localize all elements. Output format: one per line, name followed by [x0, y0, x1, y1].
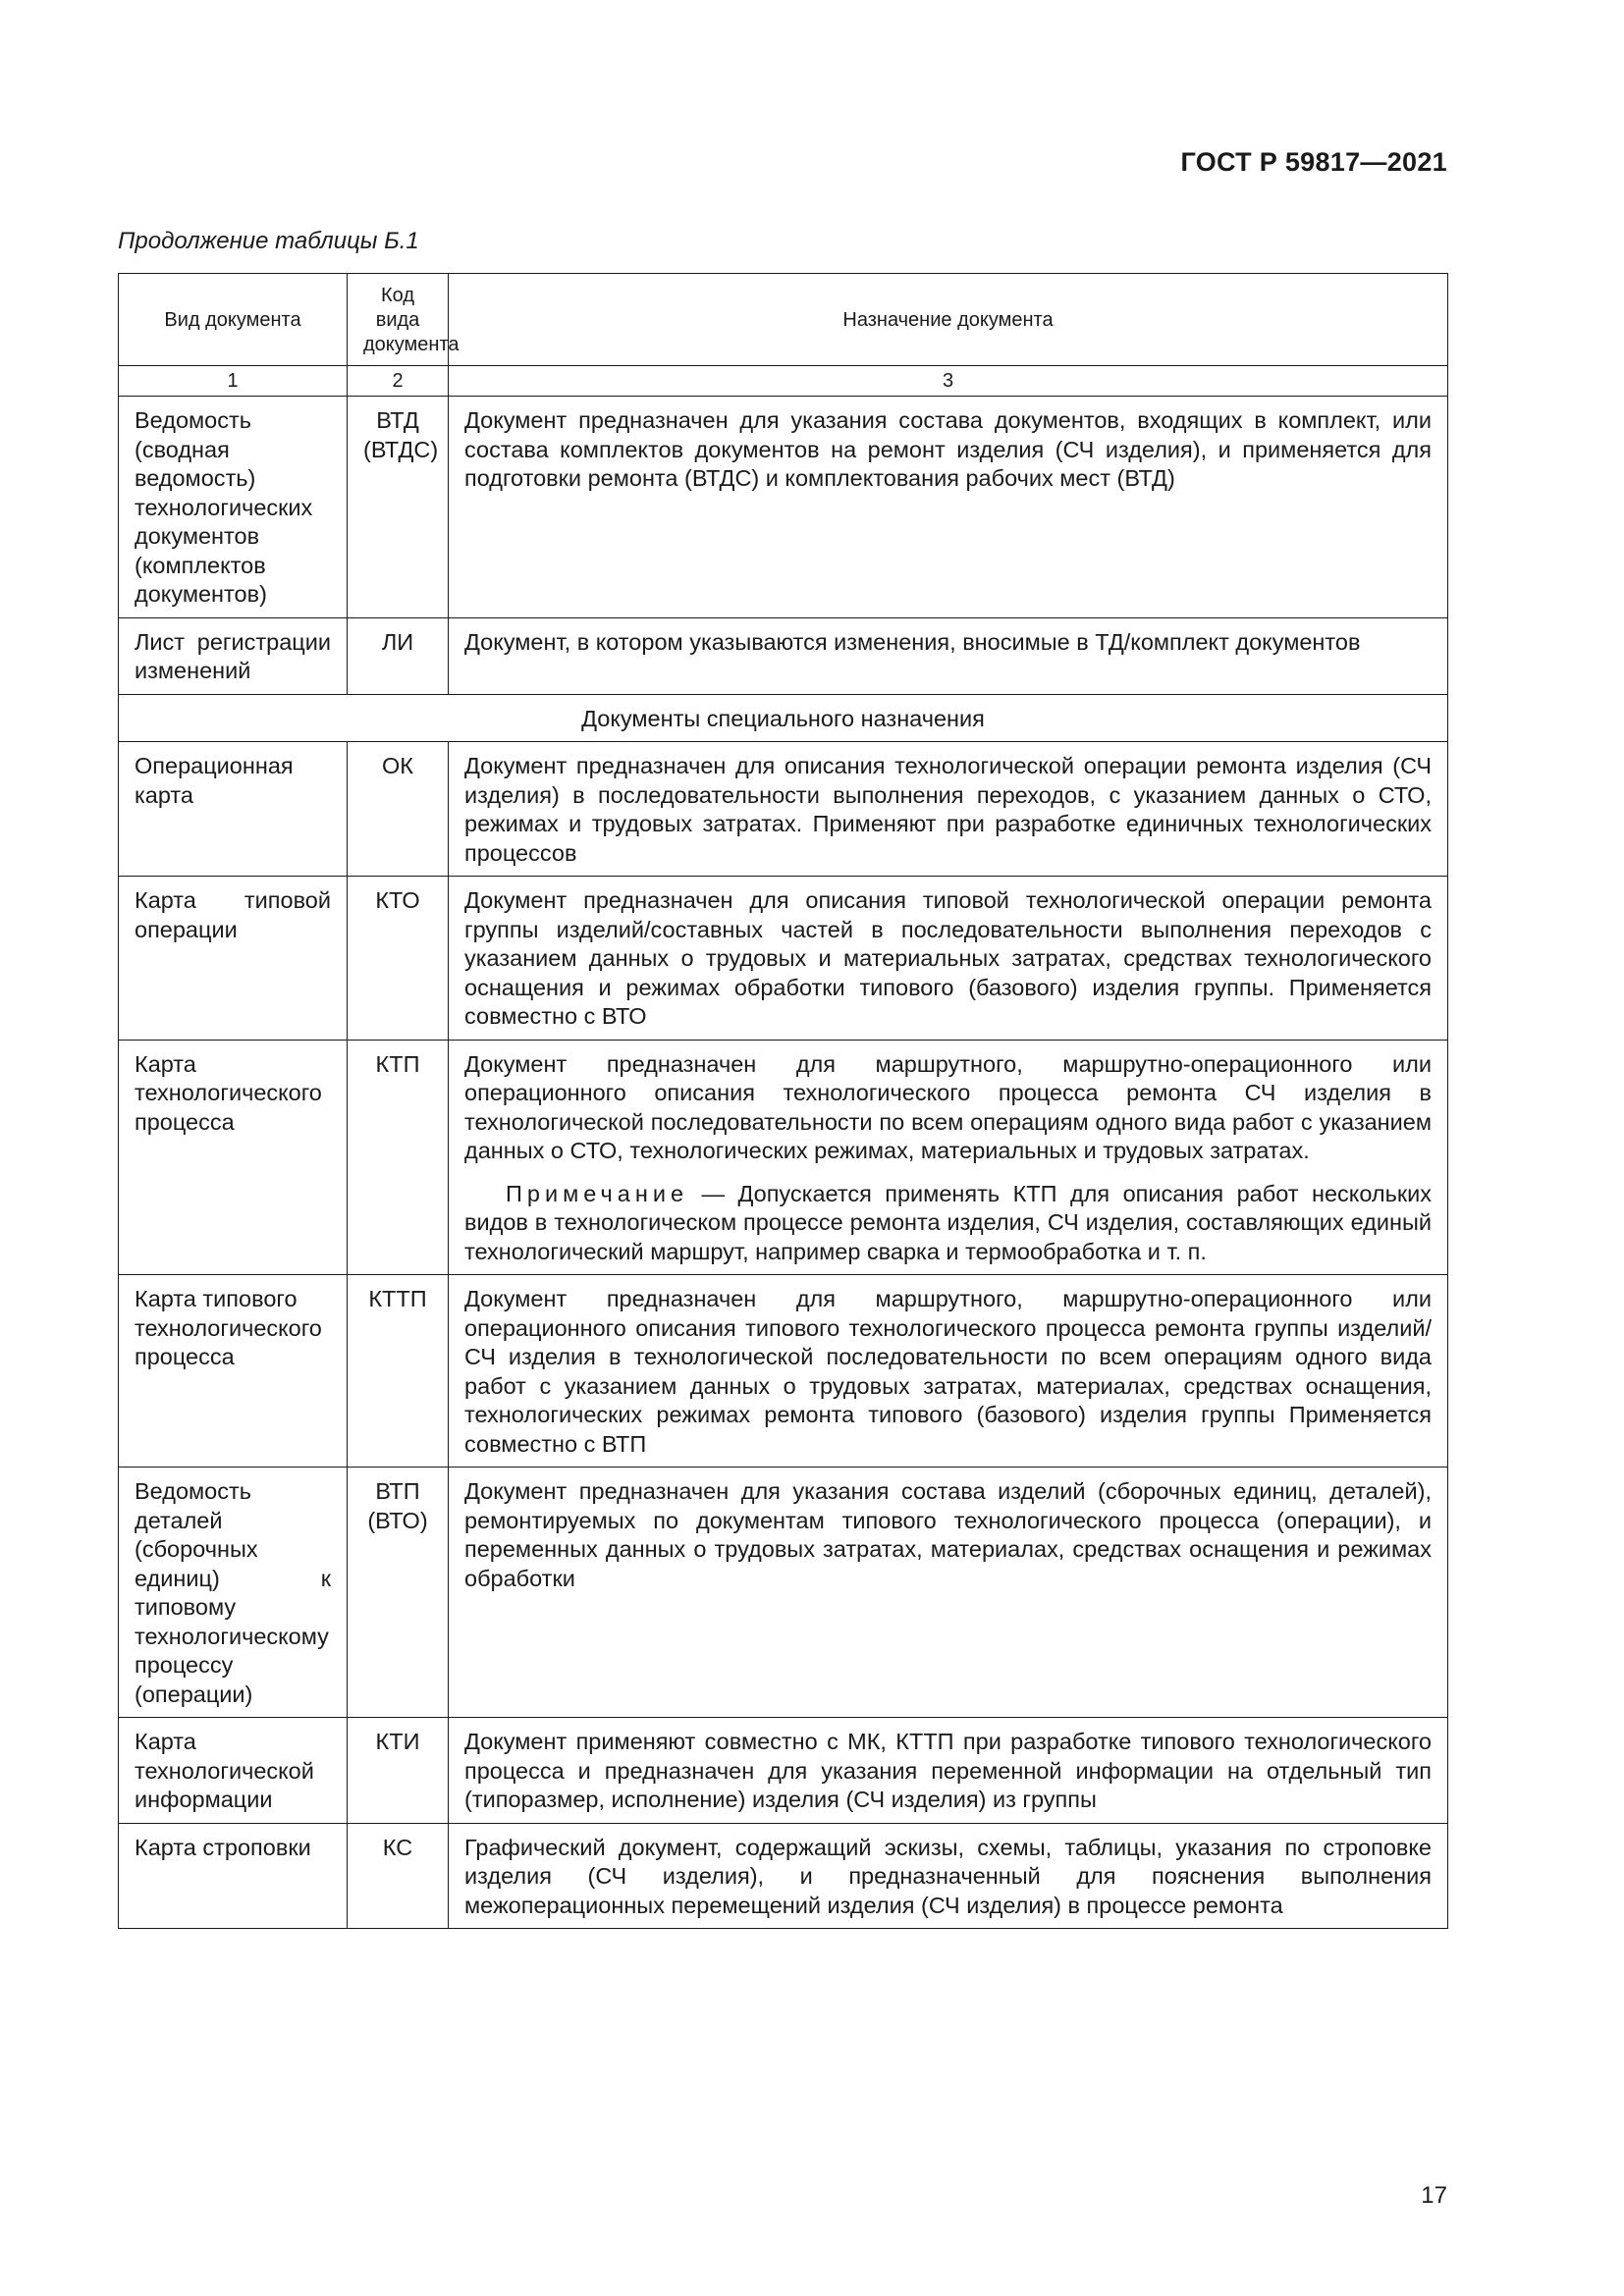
column-header-type: Вид документа [119, 274, 348, 366]
column-number-row [119, 366, 1448, 397]
row-document-type: Карта технологического процесса [119, 1040, 348, 1275]
code-primary: ВТП [375, 1478, 420, 1504]
table-row [119, 742, 1448, 877]
page-number: 17 [1421, 2182, 1447, 2209]
table-row [119, 877, 1448, 1041]
standard-code: ГОСТ Р 59817—2021 [1180, 147, 1447, 177]
table-row [119, 397, 1448, 618]
row-document-type: Ведомость деталей (сборочных единиц) к типовому технологическому процессу (операции) [119, 1468, 348, 1718]
document-types-table [118, 273, 1448, 1929]
row-document-type: Ведомость (сводная ведомость) технологических документов (комплектов документов) [119, 397, 348, 618]
table-row [119, 1275, 1448, 1468]
section-title: Документы специального назначения [119, 694, 1448, 742]
column-header-code: Код вида документа [348, 274, 449, 366]
table-caption: Продолжение таблицы Б.1 [118, 228, 419, 254]
row-document-purpose: Документ предназначен для описания технологической операции ремонта изделия (СЧ изделия) в последовательности выполнения переходов, с указанием данных о СТО, режимах и трудовых затратах. Применяют при разработке единичных технологических процессов [449, 742, 1448, 877]
row-document-purpose: Документ предназначен для описания типовой технологической операции ремонта группы изделий/составных частей в последовательности выполнения переходов с указанием данных о трудовых и материальных затратах, средствах технологического оснащения и режимах обработки типового (базового) изделия группы. Применяется совместно с ВТО [449, 877, 1448, 1041]
row-document-type: Лист регистрации изменений [119, 617, 348, 694]
row-document-code: ЛИ [348, 617, 449, 694]
column-header-purpose: Назначение документа [449, 274, 1448, 366]
code-secondary: (ВТО) [367, 1507, 428, 1533]
row-document-type: Карта строповки [119, 1823, 348, 1929]
row-document-code [348, 397, 449, 618]
row-document-purpose [449, 1040, 1448, 1275]
table-row [119, 617, 1448, 694]
table-row [119, 1823, 1448, 1929]
row-document-code: КТО [348, 877, 449, 1041]
row-document-type: Карта типового технологического процесса [119, 1275, 348, 1468]
row-document-purpose: Графический документ, содержащий эскизы, схемы, таблицы, указания по строповке изделия (СЧ изделия), и предназначенный для пояснения выполнения межоперационных перемещений изделия (СЧ изделия) в процессе ремонта [449, 1823, 1448, 1929]
purpose-text: Документ предназначен для маршрутного, маршрутно-операционного или операционного описания технологического процесса ремонта СЧ изделия в технологической последовательности по всем операциям одного вида работ с указанием данных о СТО, технологических режимах, материальных и трудовых затратах. [464, 1050, 1432, 1163]
row-document-purpose: Документ предназначен для маршрутного, маршрутно-операционного или операционного описания типового технологического процесса ремонта группы изделий/СЧ изделия в технологической последовательности по всем операциям одного вида работ с указанием данных о трудовых затратах, материалах, средствах оснащения, технологических режимах ремонта типового (базового) изделия группы Применяется совместно с ВТП [449, 1275, 1448, 1468]
note-text: — Допускается применять КТП для описания работ нескольких видов в технологическом процессе ремонта изделия, СЧ изделия, составляющих единый технологический маршрут, например сварка и термообработка и т. п. [464, 1180, 1432, 1264]
table-row [119, 1718, 1448, 1824]
code-primary: ВТД [376, 407, 419, 433]
table-note [464, 1180, 1432, 1267]
note-label: Примечание [506, 1180, 689, 1206]
row-document-code: КТТП [348, 1275, 449, 1468]
row-document-code: КТИ [348, 1718, 449, 1824]
table-row [119, 1468, 1448, 1718]
row-document-type: Операционная карта [119, 742, 348, 877]
row-document-purpose: Документ предназначен для указания состава изделий (сборочных единиц, деталей), ремонтируемых по документам типового технологического процесса (операции), и переменных данных о трудовых затратах, материалах, средствах оснащения и режимах обработки [449, 1468, 1448, 1718]
row-document-purpose: Документ применяют совместно с МК, КТТП при разработке типового технологического процесса и предназначен для указания переменной информации на отдельный тип (типоразмер, исполнение) изделия (СЧ изделия) из группы [449, 1718, 1448, 1824]
table-row [119, 1040, 1448, 1275]
row-document-purpose: Документ предназначен для указания состава документов, входящих в комплект, или состава комплектов документов на ремонт изделия (СЧ изделия), и применяется для подготовки ремонта (ВТДС) и комплектования рабочих мест (ВТД) [449, 397, 1448, 618]
row-document-type: Карта технологической информации [119, 1718, 348, 1824]
table-header-row [119, 274, 1448, 366]
row-document-code: ОК [348, 742, 449, 877]
row-document-code [348, 1468, 449, 1718]
column-number-1: 1 [119, 366, 348, 397]
row-document-code: КС [348, 1823, 449, 1929]
column-number-3: 3 [449, 366, 1448, 397]
code-secondary: (ВТДС) [363, 436, 439, 462]
table-section-row [119, 694, 1448, 742]
column-number-2: 2 [348, 366, 449, 397]
row-document-purpose: Документ, в котором указываются изменения, вносимые в ТД/комплект документов [449, 617, 1448, 694]
row-document-code: КТП [348, 1040, 449, 1275]
row-document-type: Карта типовой операции [119, 877, 348, 1041]
